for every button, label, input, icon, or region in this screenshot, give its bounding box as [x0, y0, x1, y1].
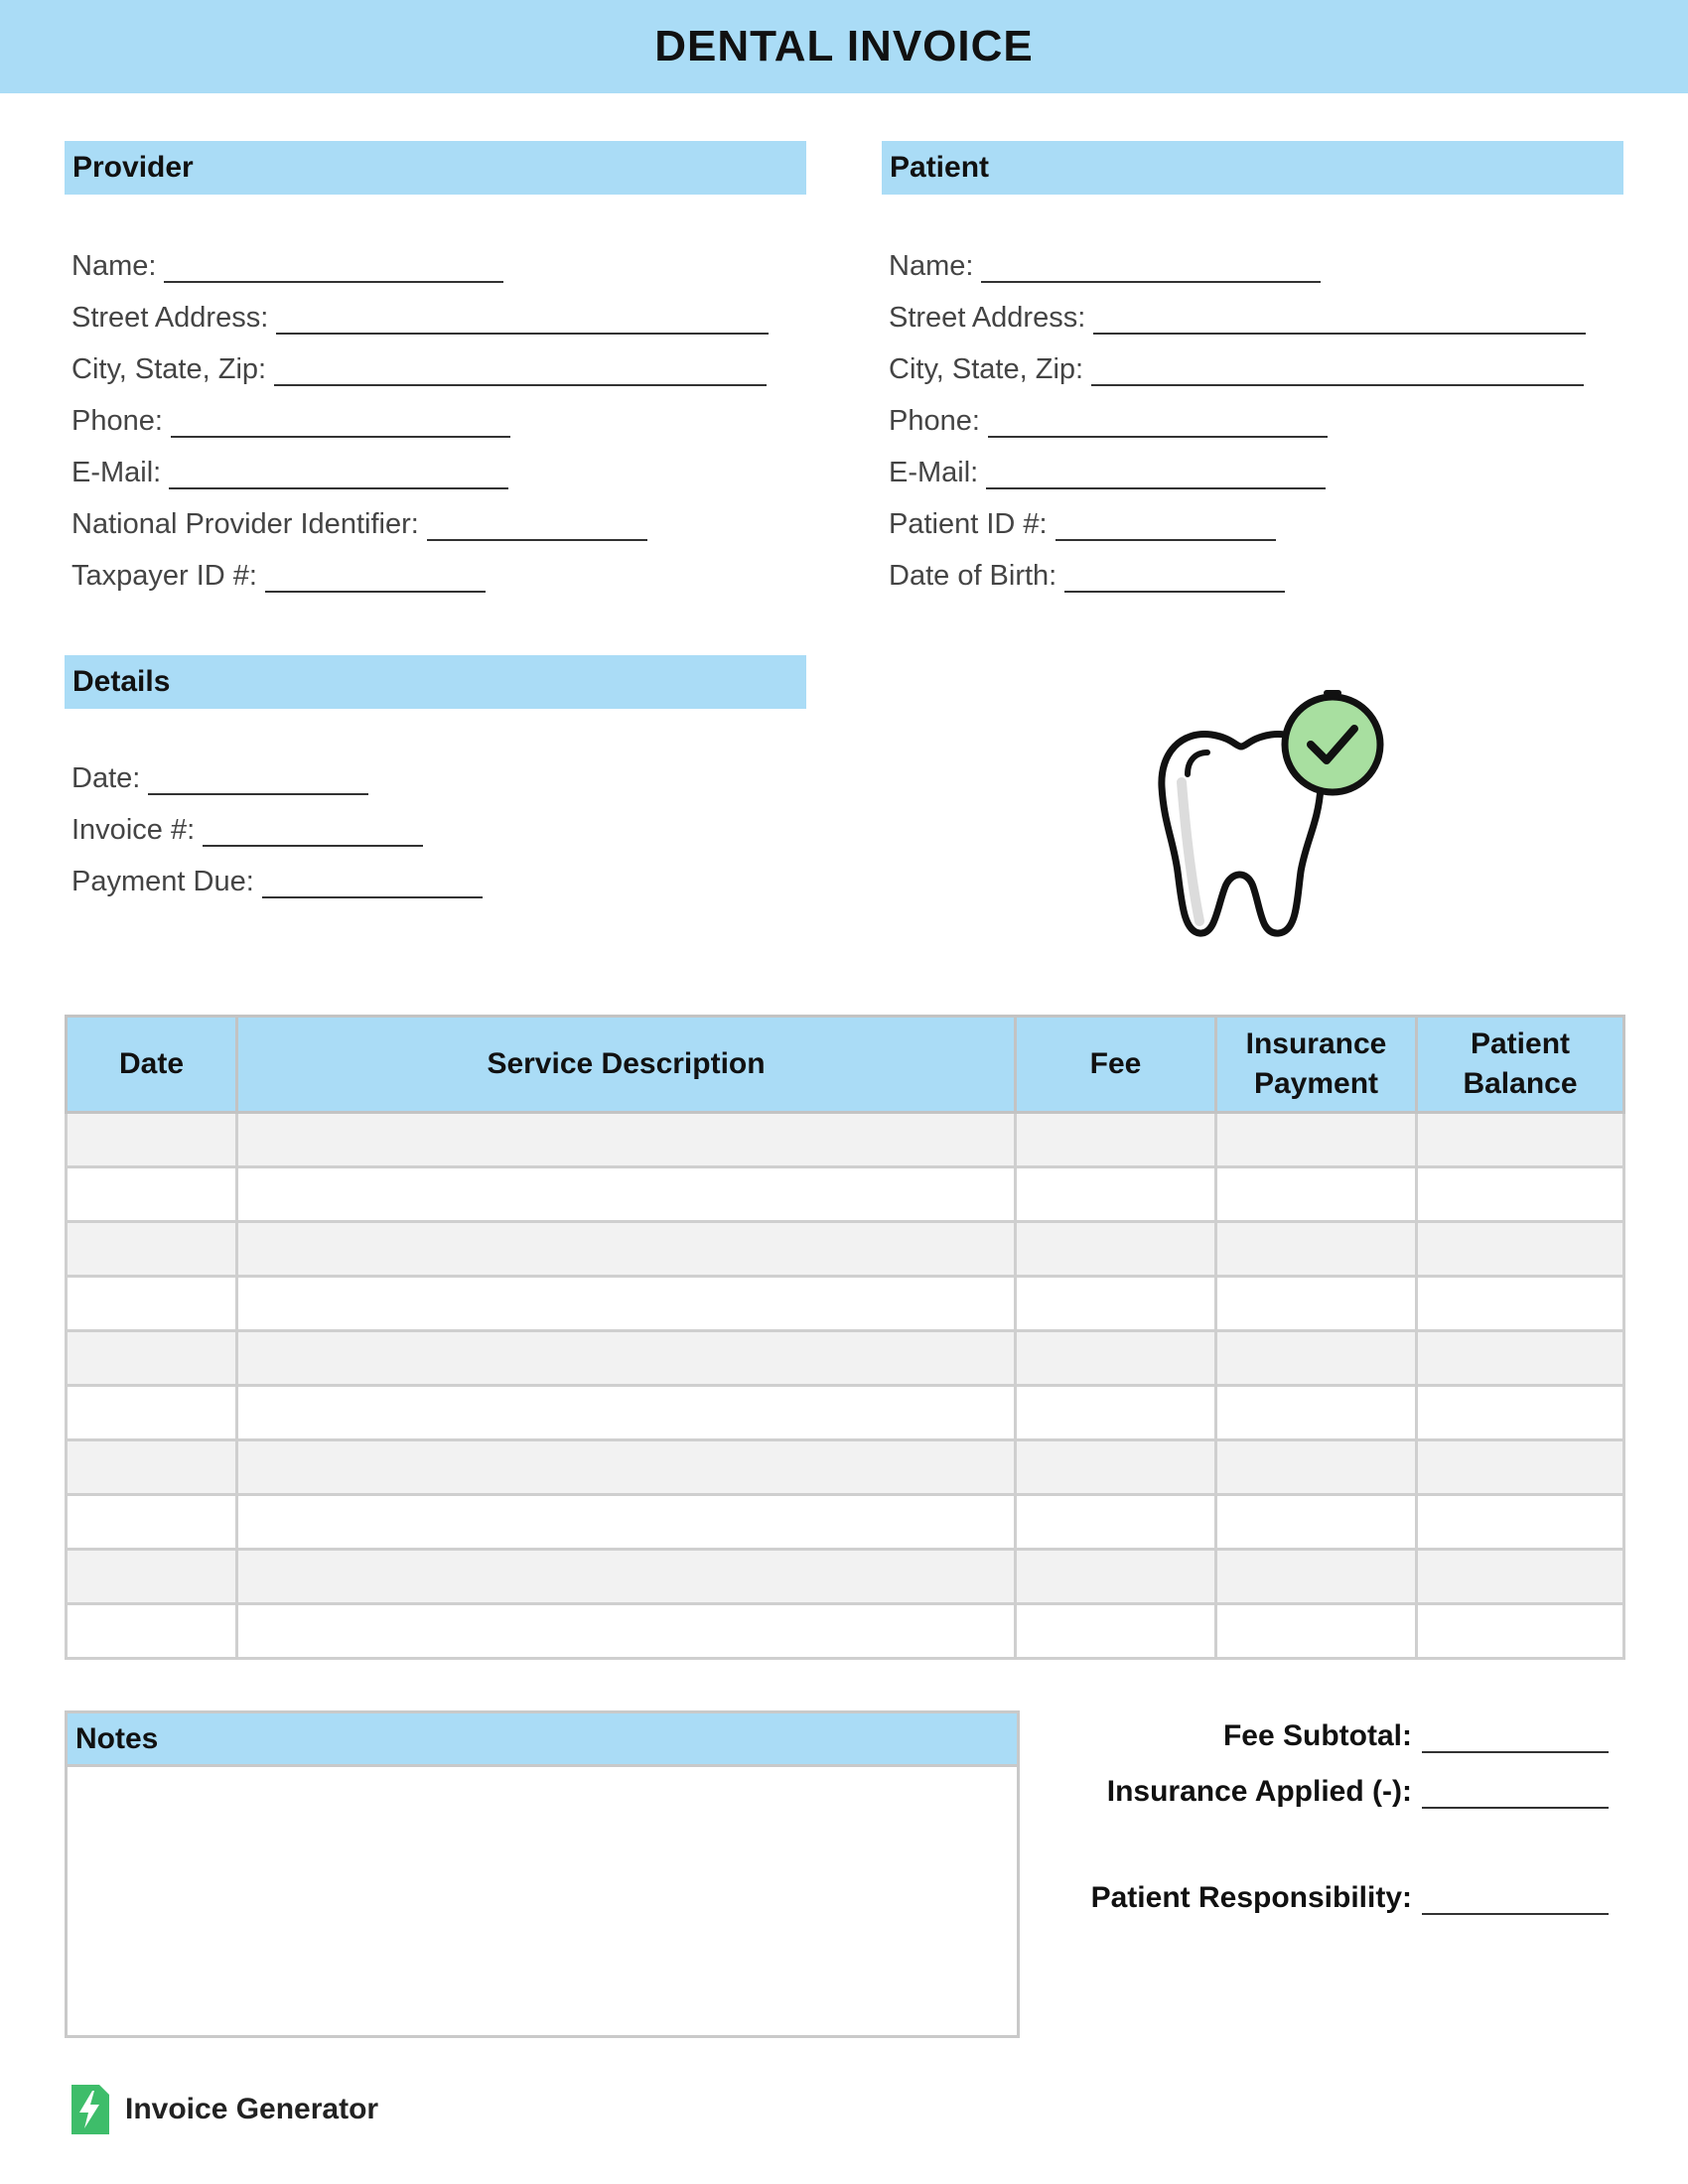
table-cell[interactable]	[1417, 1495, 1624, 1550]
table-row	[67, 1113, 1624, 1167]
field-label: Name:	[889, 250, 974, 282]
table-cell[interactable]	[1016, 1386, 1216, 1440]
table-cell[interactable]	[67, 1113, 237, 1167]
input-line[interactable]	[169, 462, 508, 489]
table-cell[interactable]	[1216, 1331, 1417, 1386]
total-label: Patient Responsibility:	[1090, 1881, 1412, 1914]
provider-phone-field[interactable]	[71, 405, 510, 438]
details-invoice-field[interactable]	[71, 814, 423, 847]
table-cell[interactable]	[237, 1550, 1016, 1604]
patient-street-field[interactable]	[889, 302, 1586, 335]
input-line[interactable]	[986, 462, 1326, 489]
table-cell[interactable]	[1016, 1331, 1216, 1386]
table-cell[interactable]	[67, 1604, 237, 1659]
input-line[interactable]	[1091, 358, 1584, 386]
table-cell[interactable]	[1216, 1113, 1417, 1167]
patient-email-field[interactable]	[889, 457, 1326, 489]
table-cell[interactable]	[1417, 1222, 1624, 1277]
fee-subtotal-field[interactable]	[1223, 1719, 1609, 1753]
field-label: Taxpayer ID #:	[71, 560, 257, 592]
table-cell[interactable]	[1016, 1550, 1216, 1604]
total-label: Insurance Applied (-):	[1106, 1775, 1412, 1808]
notes-heading: Notes	[68, 1713, 1017, 1767]
table-cell[interactable]	[67, 1167, 237, 1222]
table-header-row	[67, 1017, 1624, 1113]
field-label: Phone:	[71, 405, 163, 437]
table-cell[interactable]	[1417, 1386, 1624, 1440]
table-cell[interactable]	[67, 1550, 237, 1604]
lightning-icon	[68, 2083, 111, 2136]
col-header-fee: Fee	[1016, 1017, 1216, 1113]
input-line[interactable]	[981, 255, 1321, 283]
input-line[interactable]	[427, 513, 647, 541]
provider-taxpayer-field[interactable]	[71, 560, 486, 593]
col-header-insurance: Insurance Payment	[1216, 1017, 1417, 1113]
table-row	[67, 1222, 1624, 1277]
table-cell[interactable]	[1216, 1440, 1417, 1495]
details-payment-due-field[interactable]	[71, 866, 483, 898]
field-label: Date:	[71, 762, 141, 794]
input-line[interactable]	[1422, 1887, 1609, 1915]
field-label: National Provider Identifier:	[71, 508, 419, 540]
input-line[interactable]	[276, 307, 769, 335]
table-cell[interactable]	[1216, 1604, 1417, 1659]
brand-logo	[68, 2083, 378, 2136]
table-cell[interactable]	[1216, 1167, 1417, 1222]
table-cell[interactable]	[67, 1386, 237, 1440]
table-cell[interactable]	[237, 1222, 1016, 1277]
col-header-balance: Patient Balance	[1417, 1017, 1624, 1113]
field-label: Payment Due:	[71, 866, 254, 897]
provider-city-field[interactable]	[71, 353, 767, 386]
notes-box[interactable]	[65, 1710, 1020, 2038]
table-cell[interactable]	[1016, 1222, 1216, 1277]
input-line[interactable]	[1093, 307, 1586, 335]
field-label: Name:	[71, 250, 157, 282]
patient-city-field[interactable]	[889, 353, 1584, 386]
patient-heading: Patient	[882, 141, 1623, 195]
table-cell[interactable]	[1016, 1440, 1216, 1495]
field-label: Patient ID #:	[889, 508, 1048, 540]
table-cell[interactable]	[1417, 1277, 1624, 1331]
title-bar	[0, 0, 1688, 93]
page-title: DENTAL INVOICE	[654, 22, 1034, 70]
table-cell[interactable]	[1417, 1604, 1624, 1659]
input-line[interactable]	[148, 767, 368, 795]
field-label: Phone:	[889, 405, 980, 437]
patient-phone-field[interactable]	[889, 405, 1328, 438]
col-header-description: Service Description	[237, 1017, 1016, 1113]
table-cell[interactable]	[237, 1331, 1016, 1386]
provider-npi-field[interactable]	[71, 508, 647, 541]
brand-name: Invoice Generator	[125, 2093, 379, 2125]
table-cell[interactable]	[1417, 1550, 1624, 1604]
patient-responsibility-field[interactable]	[1091, 1881, 1609, 1915]
col-header-date: Date	[67, 1017, 237, 1113]
field-label: Invoice #:	[71, 814, 196, 846]
input-line[interactable]	[203, 819, 423, 847]
table-row	[67, 1495, 1624, 1550]
field-label: City, State, Zip:	[71, 353, 267, 385]
provider-email-field[interactable]	[71, 457, 508, 489]
table-cell[interactable]	[1417, 1113, 1624, 1167]
patient-dob-field[interactable]	[889, 560, 1285, 593]
services-table	[65, 1015, 1625, 1660]
details-heading: Details	[65, 655, 806, 709]
input-line[interactable]	[274, 358, 767, 386]
provider-name-field[interactable]	[71, 250, 503, 283]
table-cell[interactable]	[1216, 1550, 1417, 1604]
table-row	[67, 1167, 1624, 1222]
table-cell[interactable]	[1417, 1440, 1624, 1495]
table-cell[interactable]	[1216, 1277, 1417, 1331]
table-cell[interactable]	[237, 1167, 1016, 1222]
table-cell[interactable]	[237, 1386, 1016, 1440]
field-label: E-Mail:	[71, 457, 162, 488]
table-cell[interactable]	[1216, 1386, 1417, 1440]
table-cell[interactable]	[67, 1440, 237, 1495]
table-cell[interactable]	[67, 1495, 237, 1550]
table-cell[interactable]	[237, 1495, 1016, 1550]
details-date-field[interactable]	[71, 762, 368, 795]
field-label: E-Mail:	[889, 457, 979, 488]
tooth-check-icon	[1152, 683, 1390, 951]
table-row	[67, 1331, 1624, 1386]
table-cell[interactable]	[1216, 1495, 1417, 1550]
table-cell[interactable]	[1016, 1495, 1216, 1550]
table-cell[interactable]	[1016, 1277, 1216, 1331]
table-cell[interactable]	[1216, 1222, 1417, 1277]
provider-street-field[interactable]	[71, 302, 769, 335]
input-line[interactable]	[1064, 565, 1285, 593]
patient-name-field[interactable]	[889, 250, 1321, 283]
field-label: Date of Birth:	[889, 560, 1057, 592]
input-line[interactable]	[265, 565, 486, 593]
table-row	[67, 1386, 1624, 1440]
total-label: Fee Subtotal:	[1222, 1719, 1412, 1752]
table-cell[interactable]	[237, 1604, 1016, 1659]
patient-id-field[interactable]	[889, 508, 1276, 541]
table-cell[interactable]	[1417, 1331, 1624, 1386]
input-line[interactable]	[171, 410, 510, 438]
table-cell[interactable]	[1016, 1167, 1216, 1222]
input-line[interactable]	[988, 410, 1328, 438]
field-label: Street Address:	[889, 302, 1086, 334]
table-cell[interactable]	[237, 1440, 1016, 1495]
field-label: City, State, Zip:	[889, 353, 1084, 385]
table-row	[67, 1440, 1624, 1495]
table-row	[67, 1277, 1624, 1331]
table-cell[interactable]	[67, 1222, 237, 1277]
table-cell[interactable]	[237, 1277, 1016, 1331]
input-line[interactable]	[1422, 1725, 1609, 1753]
table-cell[interactable]	[1417, 1167, 1624, 1222]
insurance-applied-field[interactable]	[1107, 1775, 1609, 1809]
table-cell[interactable]	[1016, 1604, 1216, 1659]
table-row	[67, 1550, 1624, 1604]
input-line[interactable]	[1055, 513, 1276, 541]
table-cell[interactable]	[67, 1331, 237, 1386]
input-line[interactable]	[164, 255, 503, 283]
provider-heading: Provider	[65, 141, 806, 195]
table-cell[interactable]	[67, 1277, 237, 1331]
table-cell[interactable]	[237, 1113, 1016, 1167]
table-row	[67, 1604, 1624, 1659]
field-label: Street Address:	[71, 302, 269, 334]
input-line[interactable]	[262, 871, 483, 898]
input-line[interactable]	[1422, 1781, 1609, 1809]
table-cell[interactable]	[1016, 1113, 1216, 1167]
